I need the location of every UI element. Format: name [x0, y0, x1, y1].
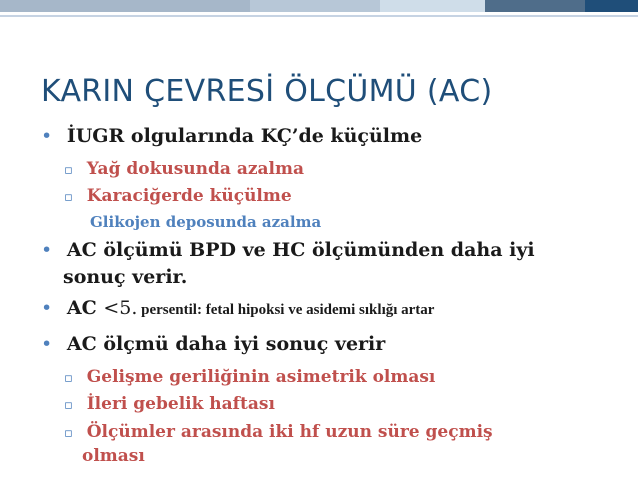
bullet-text: Yağ dokusunda azalma: [86, 159, 304, 179]
bar-segment: [250, 0, 380, 12]
header-divider: [0, 15, 638, 17]
bullet-square-icon: ▫: [64, 371, 73, 386]
bullet-text: AC ölçümü BPD ve HC ölçümünden daha iyi: [66, 239, 535, 261]
bullet-level1: [41, 239, 535, 261]
bullet-square-icon: ▫: [64, 163, 73, 178]
bullet-continuation: olması: [82, 446, 145, 466]
bullet-text: İUGR olgularında KÇ’de küçülme: [66, 125, 423, 147]
bullet-dot-icon: •: [41, 239, 53, 261]
top-decorative-bar: [0, 0, 638, 12]
bar-segment: [380, 0, 485, 12]
slide-title: KARIN ÇEVRESİ ÖLÇÜMÜ (AC): [41, 74, 493, 109]
bullet-level2: [64, 159, 304, 179]
bullet-text: Glikojen deposunda azalma: [90, 213, 322, 231]
bullet-level2: [64, 367, 435, 387]
bullet-dot-icon: •: [41, 333, 53, 355]
bullet-level2: [64, 186, 292, 206]
bullet-text: Gelişme geriliğinin asimetrik olması: [86, 367, 436, 387]
bullet-text: persentil: fetal hipoksi ve asidemi sıklığı artar: [137, 302, 435, 318]
bar-segment: [0, 0, 250, 12]
bullet-level3: [84, 213, 321, 231]
bullet-text-symbol: <5.: [103, 297, 138, 319]
bullet-dot-icon: •: [41, 125, 53, 147]
bullet-text: Karaciğerde küçülme: [86, 186, 292, 206]
bullet-dot-icon: •: [41, 297, 53, 319]
bullet-level1: [41, 333, 385, 355]
bullet-square-icon: ▫: [64, 190, 73, 205]
bar-segment: [485, 0, 585, 12]
bullet-level1: [41, 125, 422, 147]
bullet-square-icon: ▫: [64, 398, 73, 413]
bullet-text-prefix: AC: [66, 297, 104, 319]
bullet-square-icon: ▫: [64, 426, 73, 441]
bullet-continuation: sonuç verir.: [63, 266, 188, 288]
bullet-level2: [64, 394, 275, 414]
bullet-text: Ölçümler arasında iki hf uzun süre geçmiş: [86, 422, 493, 442]
bullet-level1: [41, 297, 434, 319]
bar-segment: [585, 0, 638, 12]
bullet-text: İleri gebelik haftası: [86, 394, 275, 414]
bullet-level2: [64, 422, 493, 442]
bullet-text: AC ölçmü daha iyi sonuç verir: [66, 333, 386, 355]
